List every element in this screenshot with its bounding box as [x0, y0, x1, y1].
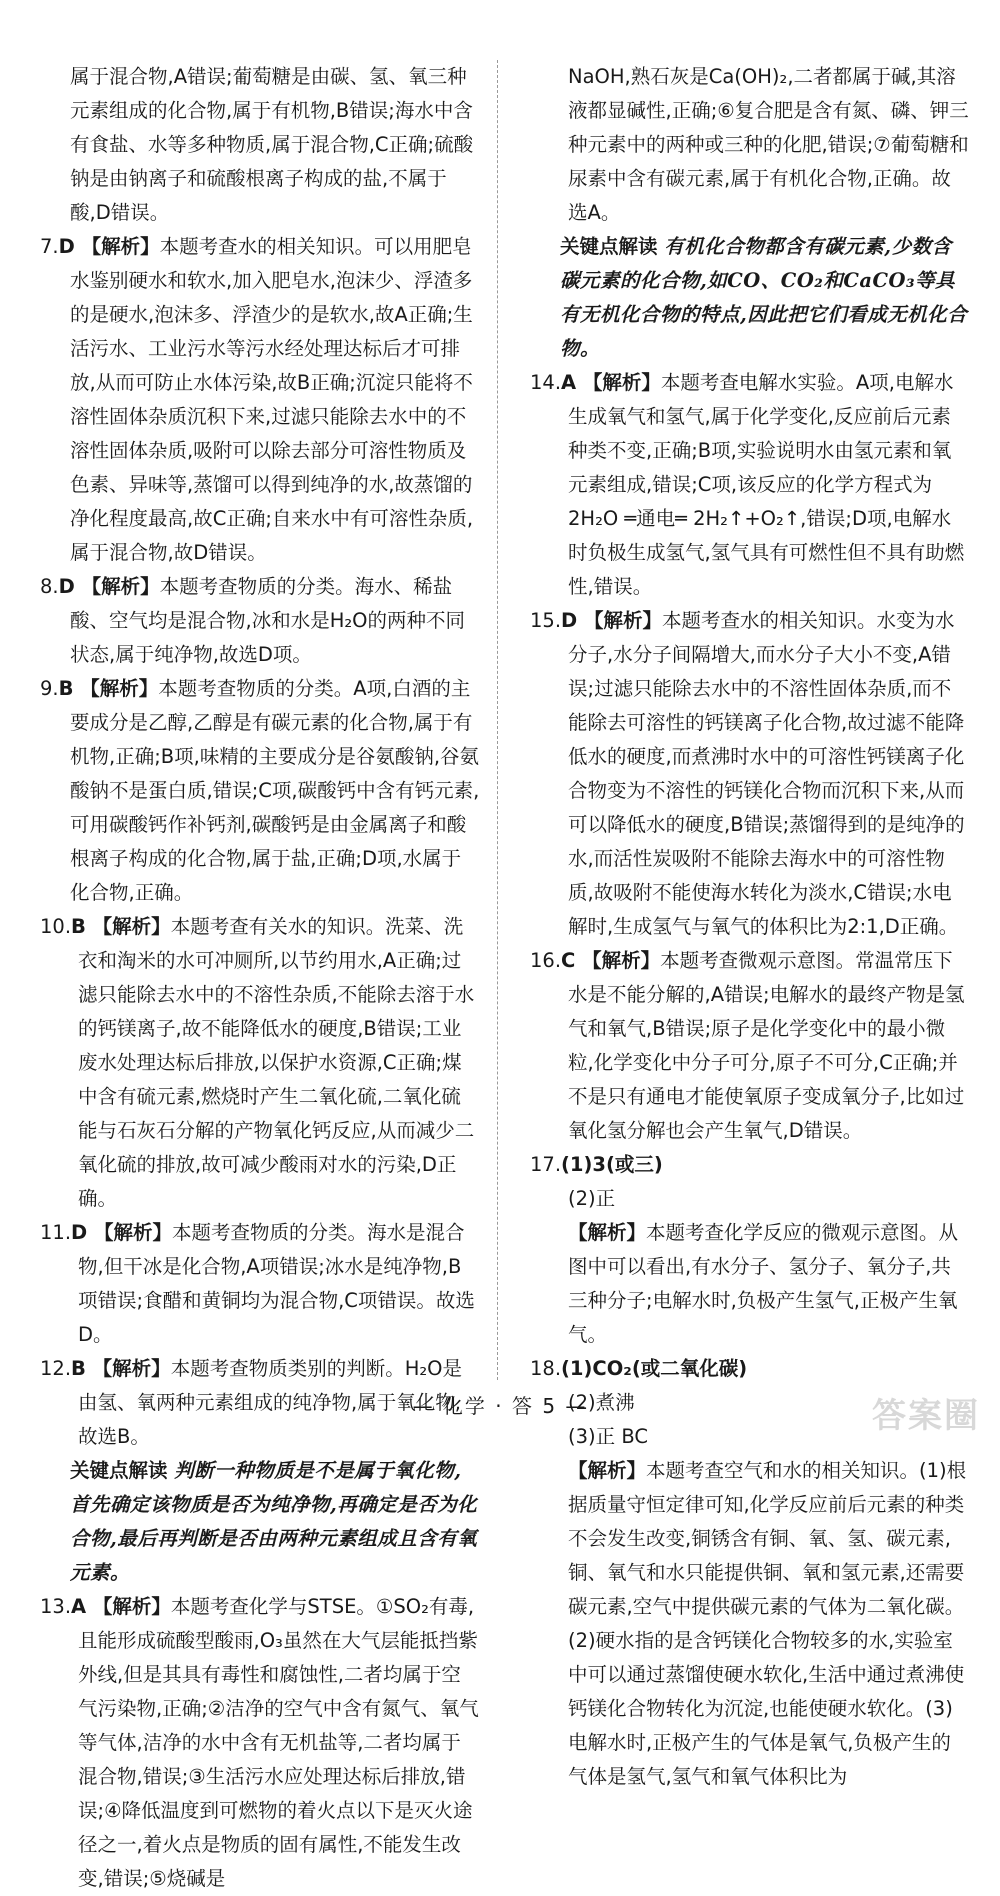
analysis-text: 本题考查水的相关知识。可以用肥皂水鉴别硬水和软水,加入肥皂水,泡沫少、浮渣多的是硬水,泡沫多、浮渣少的是软水,故A正确;生活污水、工业污水等污水经处理达标后才可排放,从而可防止水体污染,故B正确;沉淀只能将不溶性固体杂质沉积下来,过滤只能除去水中的不溶性固体杂质,吸附可以除去部分可溶性物质及色素、异味等,蒸馏可以得到纯净的水,故蒸馏的净化程度最高,故C正确;自来水中有可溶性杂质,属于混合物,故D错误。 [70, 235, 474, 564]
analysis-text: 本题考查水的相关知识。水变为水分子,水分子间隔增大,而水分子大小不变,A错误;过滤只能除去水中的不溶性固体杂质,而不能除去可溶性的钙镁离子化合物,故过滤不能降低水的硬度,而煮沸时水中的可溶性钙镁离子化合物变为不溶性的钙镁化合物而沉积下来,从而可以降低水的硬度,B错误;蒸馏得到的是纯净的水,而活性炭吸附不能除去海水中的可溶性物质,故吸附不能使海水转化为淡水,C错误;水电解时,生成氢气与氧气的体积比为2:1,D正确。 [568, 609, 965, 938]
column-divider [497, 60, 498, 1380]
continued-text [40, 60, 480, 230]
answer-choice: (1)CO₂(或二氧化碳) [561, 1357, 748, 1380]
answer-item [530, 366, 970, 604]
analysis-text: 本题考查物质的分类。A项,白酒的主要成分是乙醇,乙醇是有碳元素的化合物,属于有机物,正确;B项,味精的主要成分是谷氨酸钠,谷氨酸钠不是蛋白质,错误;C项,碳酸钙中含有钙元素,可用碳酸钙作补钙剂,碳酸钙是由金属离子和酸根离子构成的化合物,属于盐,正确;D项,水属于化合物,正确。 [70, 677, 480, 904]
question-number: 7. [40, 235, 59, 258]
answer-item [40, 230, 480, 570]
question-number: 13. [40, 1595, 72, 1618]
key-point-text: 判断一种物质是不是属于氧化物,首先确定该物质是否为纯净物,再确定是否为化合物,最后再判断是否由两种元素组成且含有氧元素。 [70, 1459, 478, 1584]
analysis-tag: 【解析】 [94, 1221, 173, 1244]
analysis-tag: 【解析】 [92, 915, 171, 938]
question-number: 17. [530, 1153, 562, 1176]
answer-choice: B [71, 1357, 93, 1380]
analysis-text: 本题考查物质的分类。海水是混合物,但干冰是化合物,A项错误;冰水是纯净物,B项错误;食醋和黄铜均为混合物,C项错误。故选D。 [78, 1221, 475, 1346]
paragraph-text: 属于混合物,A错误;葡萄糖是由碳、氢、氧三种元素组成的化合物,属于有机物,B错误;海水中含有食盐、水等多种物质,属于混合物,C正确;硫酸钠是由钠离子和硫酸根离子构成的盐,不属于酸,D错误。 [70, 65, 474, 224]
analysis-tag: 【解析】 [582, 371, 661, 394]
continued-text [530, 1454, 970, 1794]
analysis-text: 本题考查物质类别的判断。H₂O是由氢、氧两种元素组成的纯净物,属于氧化物,故选B。 [78, 1357, 463, 1448]
analysis-tag: 【解析】 [584, 609, 663, 632]
paragraph-text: (2)煮沸 [568, 1391, 635, 1414]
watermark-logo: 答案圈 [872, 1396, 980, 1436]
answer-item [40, 570, 480, 672]
key-point-note [40, 1454, 480, 1590]
question-number: 11. [40, 1221, 72, 1244]
key-point-label: 关键点解读 [560, 235, 665, 258]
question-number: 16. [530, 949, 562, 972]
continued-text [530, 1182, 970, 1216]
paragraph-text: NaOH,熟石灰是Ca(OH)₂,二者都属于碱,其溶液都显碱性,正确;⑥复合肥是含有氮、磷、钾三种元素中的两种或三种的化肥,错误;⑦葡萄糖和尿素中含有碳元素,属于有机化合物,正确。故选A。 [568, 65, 969, 224]
key-point-text: 有机化合物都含有碳元素,少数含碳元素的化合物,如CO、CO₂和CaCO₃等具有无机化合物的特点,因此把它们看成无机化合物。 [560, 235, 968, 360]
question-number: 8. [40, 575, 59, 598]
analysis-text: 本题考查化学与STSE。①SO₂有毒,且能形成硫酸型酸雨,O₃虽然在大气层能抵挡紫外线,但是其具有毒性和腐蚀性,二者均属于空气污染物,正确;②洁净的空气中含有氮气、氧气等气体,洁净的水中含有无机盐等,二者均属于混合物,错误;③生活污水应处理达标后排放,错误;④降低温度到可燃物的着火点以下是灭火途径之一,着火点是物质的固有属性,不能发生改变,错误;⑤烧碱是 [78, 1595, 479, 1890]
analysis-tag: 【解析】 [582, 949, 661, 972]
analysis-tag: 【解析】 [568, 1459, 647, 1482]
answer-item [40, 672, 480, 910]
question-number: 9. [40, 677, 59, 700]
answer-choice: B [71, 915, 93, 938]
answer-item [530, 1352, 970, 1386]
question-number: 14. [530, 371, 562, 394]
paragraph-text: 本题考查空气和水的相关知识。(1)根据质量守恒定律可知,化学反应前后元素的种类不会发生改变,铜锈含有铜、氧、氢、碳元素,铜、氧气和水只能提供铜、氧和氢元素,还需要碳元素,空气中提供碳元素的气体为二氧化碳。(2)硬水指的是含钙镁化合物较多的水,实验室中可以通过蒸馏使硬水软化,生活中通过煮沸使钙镁化合物转化为沉淀,也能使硬水软化。(3)电解水时,正极产生的气体是氧气,负极产生的气体是氢气,氢气和氧气体积比为 [568, 1459, 967, 1788]
analysis-tag: 【解析】 [92, 1595, 171, 1618]
key-point-label: 关键点解读 [70, 1459, 175, 1482]
question-number: 12. [40, 1357, 72, 1380]
answer-choice: D [561, 609, 584, 632]
right-column [530, 60, 970, 1794]
question-number: 10. [40, 915, 72, 938]
analysis-tag: 【解析】 [81, 575, 160, 598]
page-footer: — 化学 · 答 5 — [412, 1394, 588, 1418]
left-column [40, 60, 480, 1896]
question-number: 15. [530, 609, 562, 632]
answer-choice: B [58, 677, 81, 700]
paragraph-text: (2)正 [568, 1187, 616, 1210]
continued-text [530, 60, 970, 230]
analysis-text: 本题考查有关水的知识。洗菜、洗衣和淘米的水可冲厕所,以节约用水,A正确;过滤只能除去水中的不溶性杂质,不能除去溶于水的钙镁离子,故不能降低水的硬度,B错误;工业废水处理达标后排放,以保护水资源,C正确;煤中含有硫元素,燃烧时产生二氧化硫,二氧化硫能与石灰石分解的产物氧化钙反应,从而减少二氧化硫的排放,故可减少酸雨对水的污染,D正确。 [78, 915, 475, 1210]
analysis-tag: 【解析】 [81, 235, 160, 258]
analysis-tag: 【解析】 [568, 1221, 647, 1244]
analysis-text: 本题考查电解水实验。A项,电解水生成氧气和氢气,属于化学变化,反应前后元素种类不变,正确;B项,实验说明水由氢元素和氧元素组成,错误;C项,该反应的化学方程式为2H₂O ═通电═ 2H₂↑+O₂↑,错误;D项,电解水时负极生成氢气,氢气具有可燃性但不具有助燃性,错误。 [568, 371, 965, 598]
continued-text [530, 1216, 970, 1352]
answer-item [530, 1148, 970, 1182]
analysis-text: 本题考查物质的分类。海水、稀盐酸、空气均是混合物,冰和水是H₂O的两种不同状态,属于纯净物,故选D项。 [70, 575, 466, 666]
paragraph-text: 本题考查化学反应的微观示意图。从图中可以看出,有水分子、氢分子、氧分子,共三种分子;电解水时,负极产生氢气,正极产生氧气。 [568, 1221, 959, 1346]
answer-item [530, 944, 970, 1148]
answer-item [40, 1216, 480, 1352]
question-number: 18. [530, 1357, 562, 1380]
answer-item [530, 604, 970, 944]
answer-choice: A [71, 1595, 93, 1618]
analysis-tag: 【解析】 [80, 677, 159, 700]
answer-choice: C [561, 949, 583, 972]
answer-choice: D [58, 235, 82, 258]
answer-item [40, 1590, 480, 1896]
analysis-text: 本题考查微观示意图。常温常压下水是不能分解的,A错误;电解水的最终产物是氢气和氧气,B错误;原子是化学变化中的最小微粒,化学变化中分子可分,原子不可分,C正确;并不是只有通电才能使氧原子变成氧分子,比如过氧化氢分解也会产生氧气,D错误。 [568, 949, 965, 1142]
answer-choice: D [58, 575, 82, 598]
answer-choice: (1)3(或三) [561, 1153, 663, 1176]
answer-choice: A [561, 371, 583, 394]
analysis-tag: 【解析】 [92, 1357, 171, 1380]
answer-choice: D [71, 1221, 94, 1244]
answer-item [40, 910, 480, 1216]
paragraph-text: (3)正 BC [568, 1425, 648, 1448]
key-point-note [530, 230, 970, 366]
